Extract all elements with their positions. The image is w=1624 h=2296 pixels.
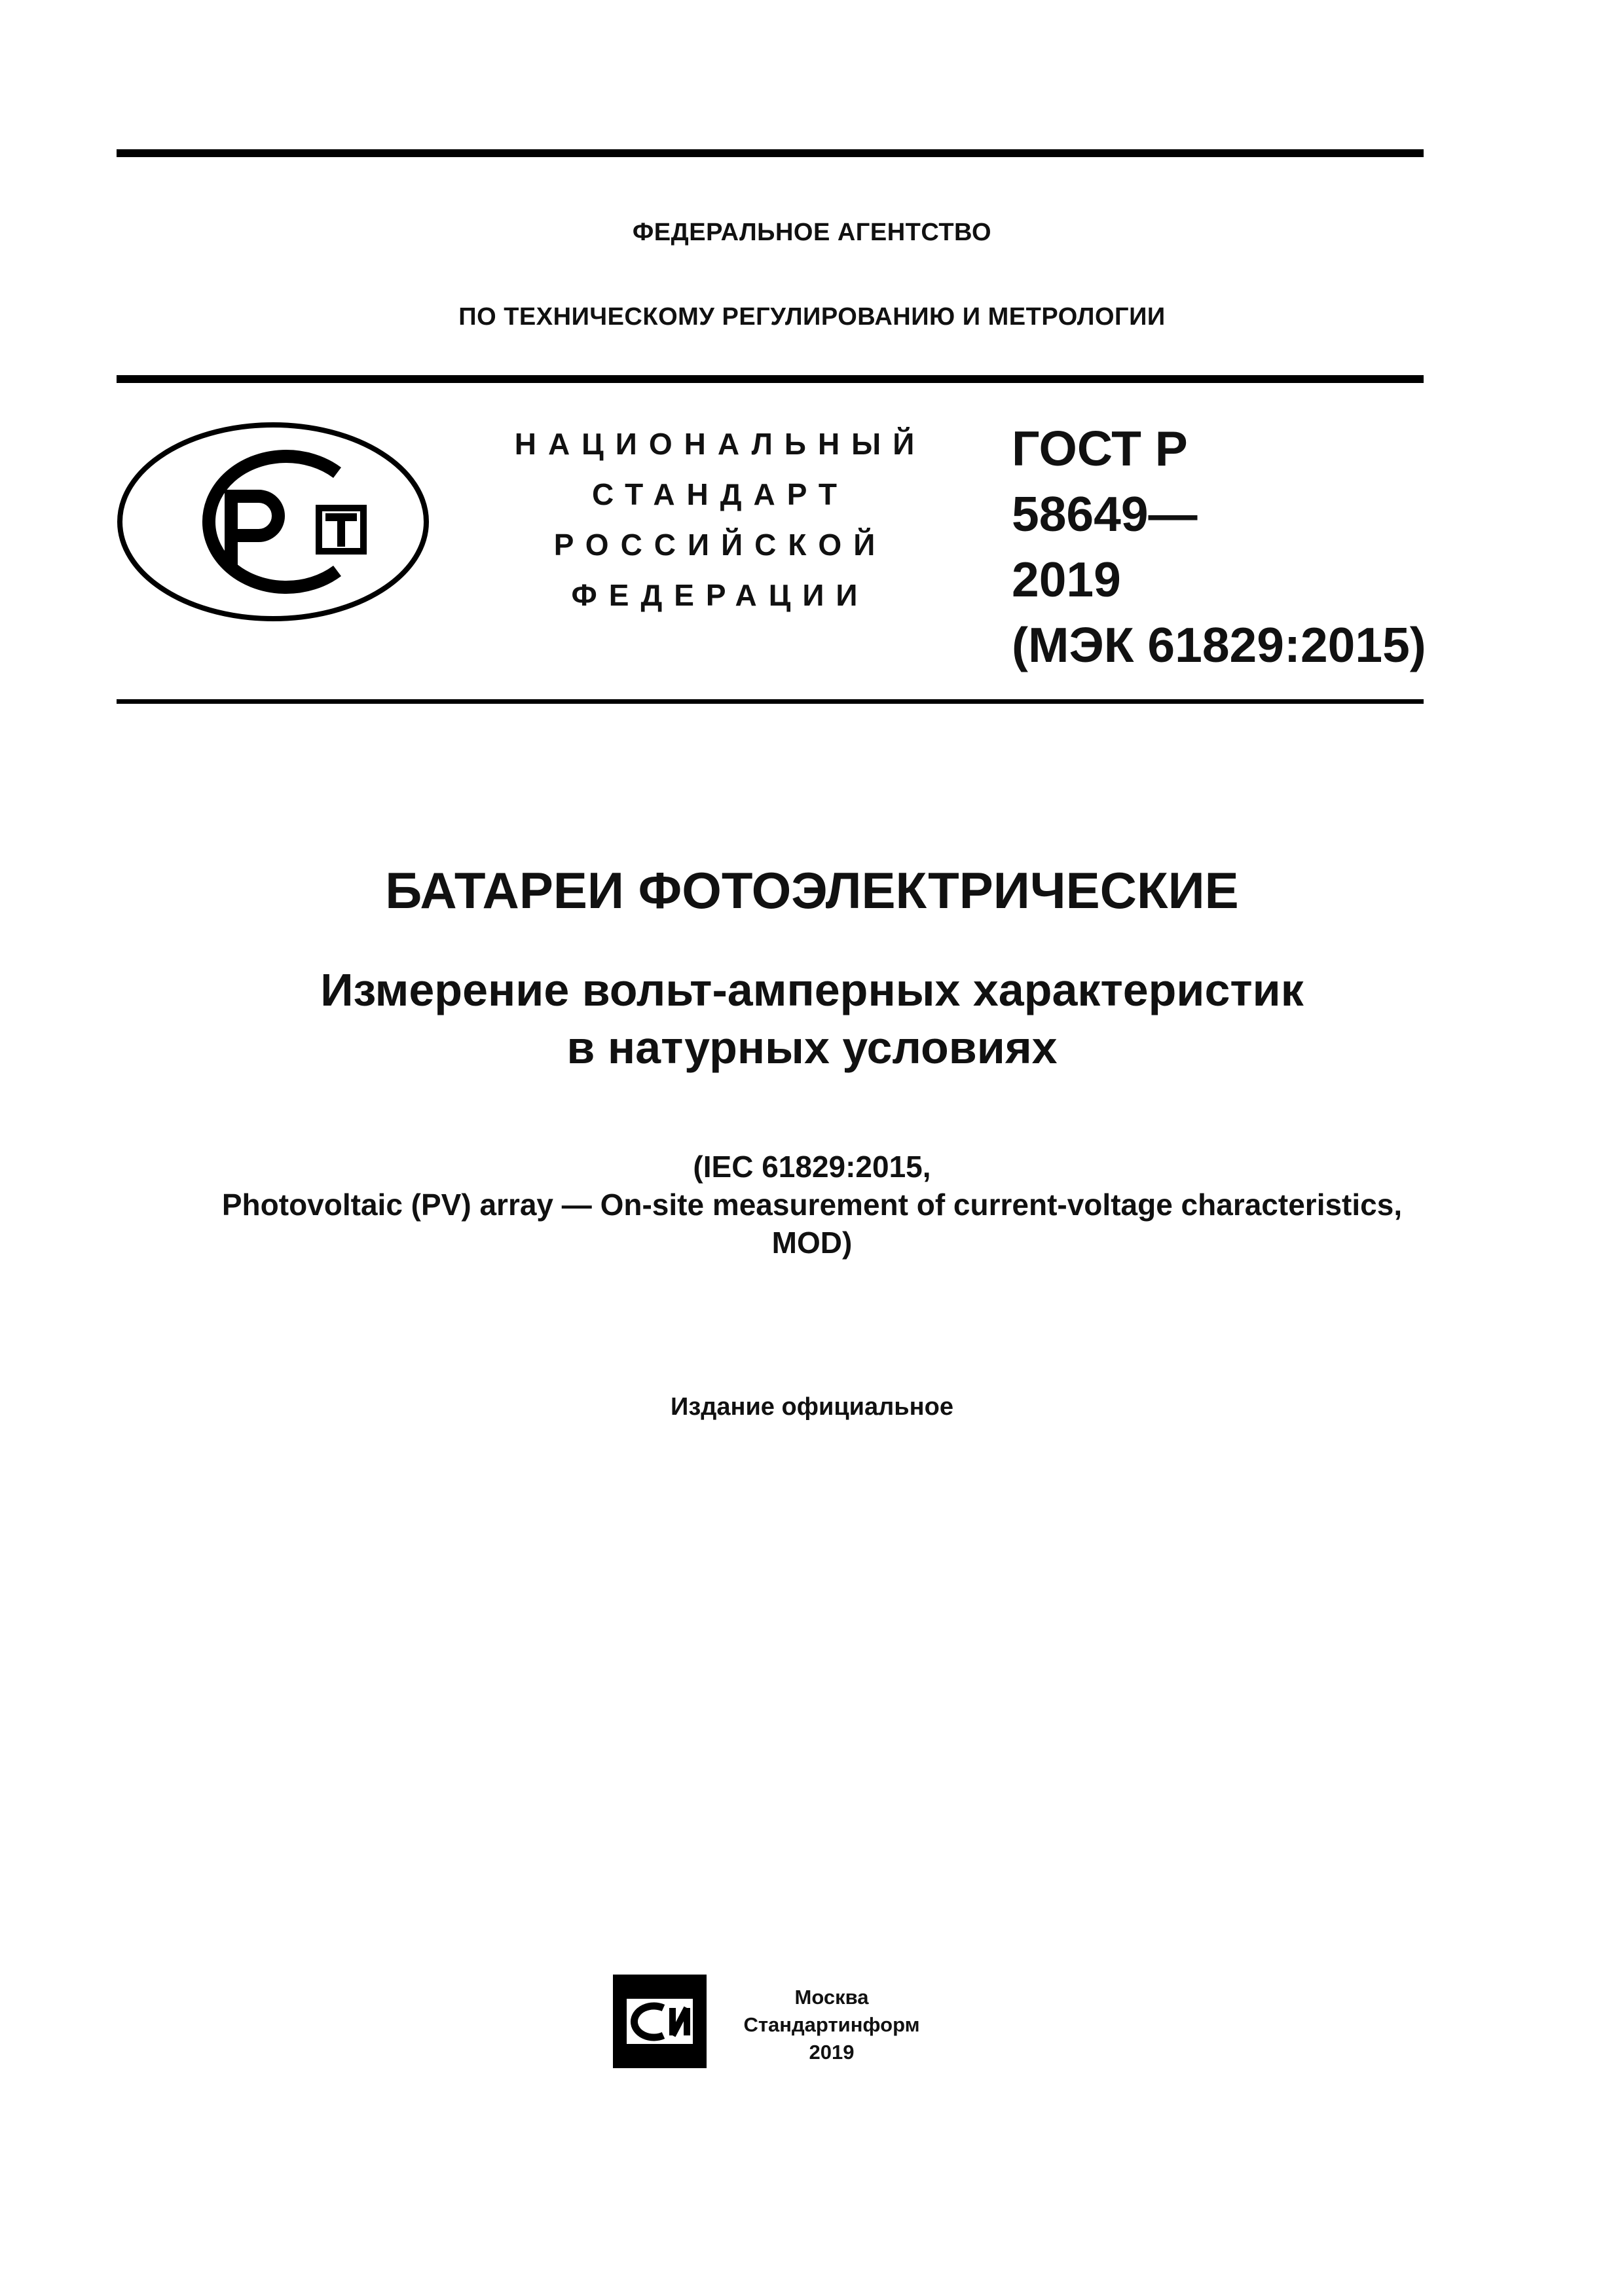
iec-reference-1: (IEC 61829:2015, xyxy=(693,1150,931,1184)
rst-logo-icon xyxy=(115,419,432,625)
edition-label: Издание официальное xyxy=(671,1393,953,1421)
document-subtitle-2: в натурных условиях xyxy=(566,1022,1058,1073)
iec-reference-2: Photovoltaic (PV) array — On-site measurement of current-voltage characteristics, xyxy=(221,1188,1403,1222)
agency-line-1: ФЕДЕРАЛЬНОЕ АГЕНТСТВО xyxy=(632,219,992,246)
publisher-info xyxy=(733,1984,930,2066)
publisher-name: Стандартинформ xyxy=(743,2013,920,2036)
standartinform-logo-icon xyxy=(612,1974,707,2069)
document-subtitle-1: Измерение вольт-амперных характеристик xyxy=(320,964,1304,1015)
gost-line-2: 58649— xyxy=(1012,486,1198,541)
header-rule xyxy=(117,375,1424,383)
top-rule xyxy=(117,149,1424,157)
national-line-1: НАЦИОНАЛЬНЫЙ xyxy=(514,427,927,461)
gost-line-3: 2019 xyxy=(1012,552,1121,607)
gost-line-4: (МЭК 61829:2015) xyxy=(1012,617,1426,672)
rst-logo xyxy=(115,419,432,625)
publisher-logo xyxy=(612,1974,707,2069)
gost-designation xyxy=(1012,416,1426,678)
publisher-year: 2019 xyxy=(809,2041,855,2064)
national-line-3: РОССИЙСКОЙ xyxy=(553,528,887,562)
national-line-4: ФЕДЕРАЦИИ xyxy=(571,578,870,612)
document-title: БАТАРЕИ ФОТОЭЛЕКТРИЧЕСКИЕ xyxy=(385,862,1239,919)
standard-rule xyxy=(117,699,1424,704)
gost-line-1: ГОСТ Р xyxy=(1012,421,1188,476)
publisher-city: Москва xyxy=(794,1986,869,2009)
national-line-2: СТАНДАРТ xyxy=(592,477,849,511)
national-standard-label xyxy=(498,419,943,621)
iec-reference-3: MOD) xyxy=(771,1226,853,1260)
agency-line-2: ПО ТЕХНИЧЕСКОМУ РЕГУЛИРОВАНИЮ И МЕТРОЛОГИИ xyxy=(458,303,1166,331)
